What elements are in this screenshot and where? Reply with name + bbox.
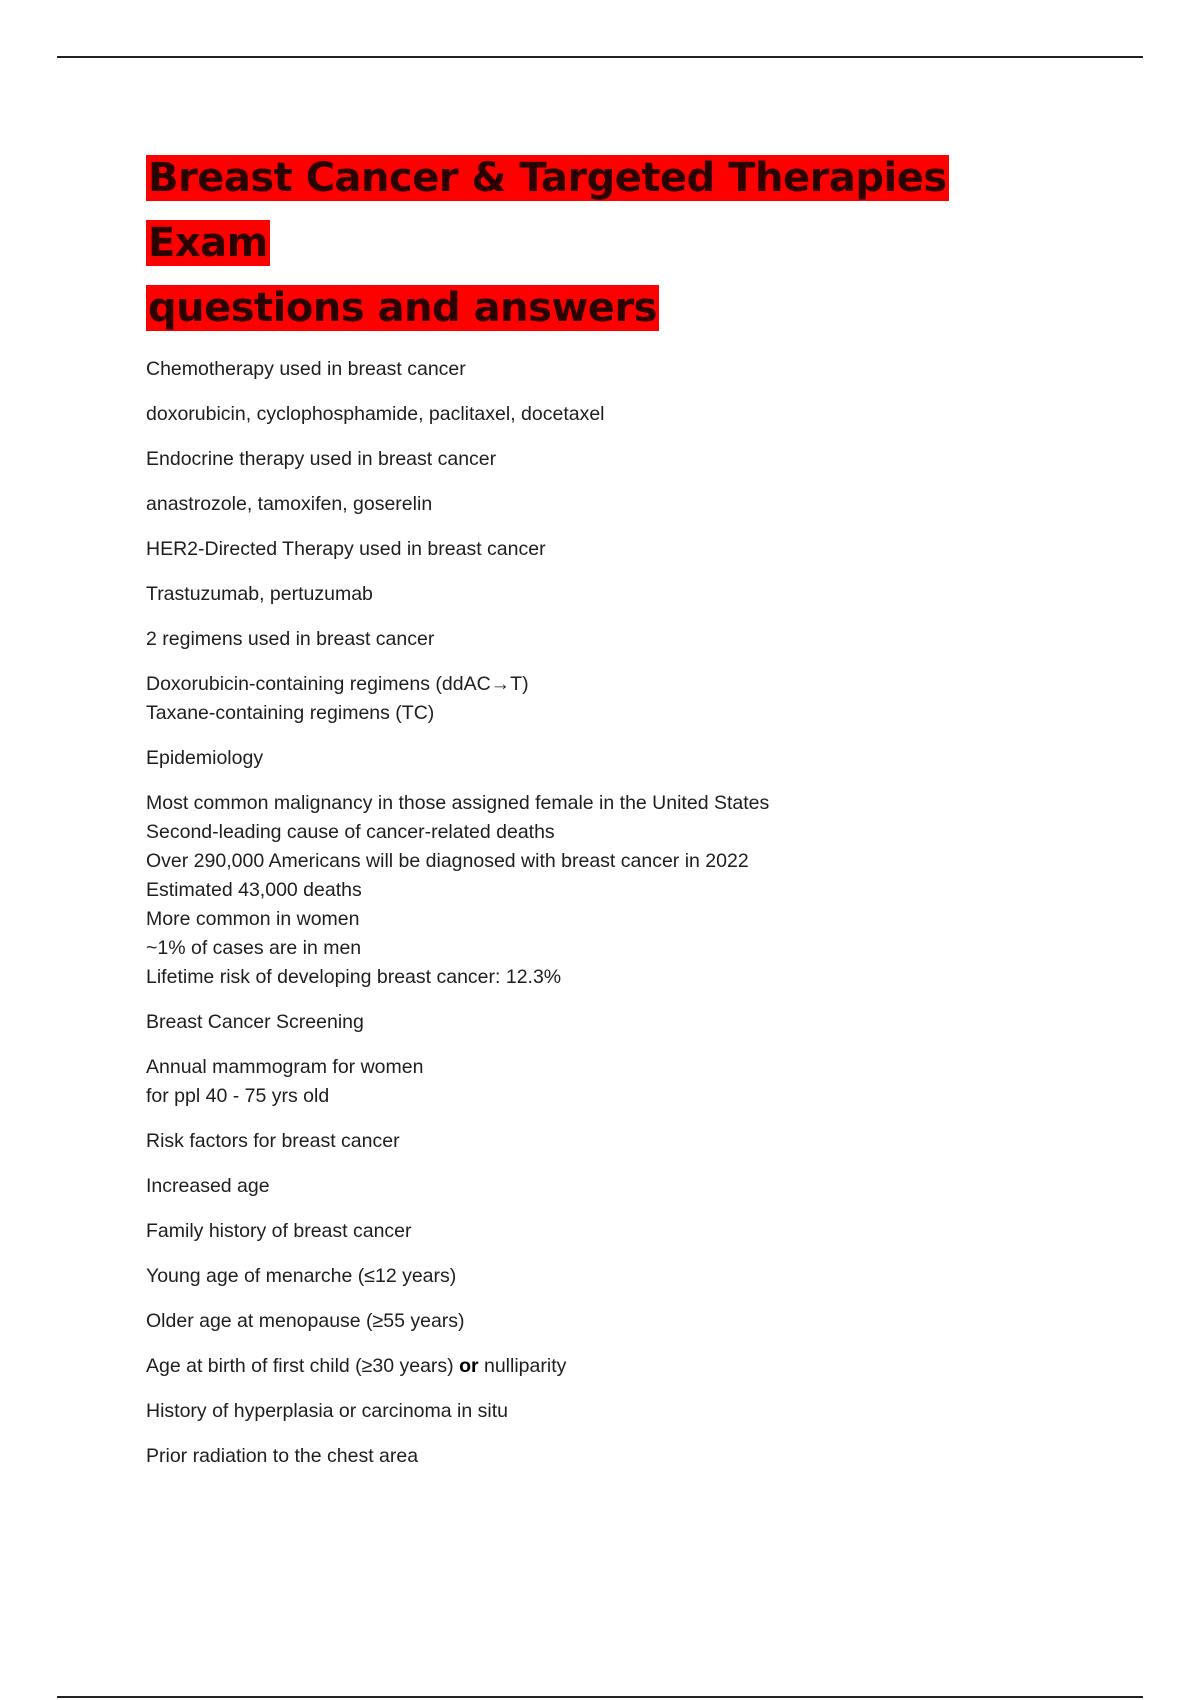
qa-entry [146,1262,1046,1291]
qa-entry-line: Chemotherapy used in breast cancer [146,358,466,380]
footer-rule [57,1696,1143,1698]
qa-entry [146,1172,1046,1201]
qa-entry [146,1397,1046,1426]
qa-entry-line: Most common malignancy in those assigned female in the United States [146,792,770,814]
qa-entry [146,445,1046,474]
qa-entry [146,625,1046,654]
qa-entry-line: anastrozole, tamoxifen, goserelin [146,493,433,515]
qa-entry-line: Taxane-containing regimens (TC) [146,702,435,724]
qa-entry [146,1008,1046,1037]
qa-entry-line: Lifetime risk of developing breast cancer: 12.3% [146,966,562,988]
qa-entry [146,580,1046,609]
qa-entry-line: Estimated 43,000 deaths [146,879,362,901]
qa-entry-line: Over 290,000 Americans will be diagnosed with breast cancer in 2022 [146,850,749,872]
qa-entry-line: Family history of breast cancer [146,1220,412,1242]
qa-entry [146,490,1046,519]
qa-entry [146,1442,1046,1471]
qa-entry [146,355,1046,384]
qa-entry-line: Risk factors for breast cancer [146,1130,400,1152]
title-line-1: Breast Cancer & Targeted Therapies Exam [148,155,947,266]
document-body [146,146,1046,1487]
qa-entry-first-child-age [146,1352,1046,1381]
qa-list [146,355,1046,1471]
qa-entry-line: Increased age [146,1175,270,1197]
qa-entry [146,535,1046,564]
qa-text: Age at birth of first child (≥30 years) [146,1355,460,1377]
qa-entry-line: doxorubicin, cyclophosphamide, paclitaxel, docetaxel [146,403,605,425]
qa-entry-line: Endocrine therapy used in breast cancer [146,448,497,470]
qa-entry-line: Prior radiation to the chest area [146,1445,419,1467]
qa-entry [146,1217,1046,1246]
title-line-2: questions and answers [148,285,657,331]
qa-entry-line: Young age of menarche (≤12 years) [146,1265,457,1287]
qa-entry-line: Doxorubicin-containing regimens (ddAC→T) [146,673,529,695]
qa-entry-line: Epidemiology [146,747,264,769]
qa-entry-line: ~1% of cases are in men [146,937,362,959]
qa-entry-line: More common in women [146,908,360,930]
qa-entry-line: HER2-Directed Therapy used in breast cancer [146,538,546,560]
qa-entry-line: Breast Cancer Screening [146,1011,364,1033]
qa-entry [146,744,1046,773]
qa-entry [146,1307,1046,1336]
qa-entry-line: Older age at menopause (≥55 years) [146,1310,465,1332]
qa-entry [146,670,1046,728]
qa-entry-line: Annual mammogram for women [146,1056,424,1078]
page-title [146,146,1046,341]
qa-entry-line: History of hyperplasia or carcinoma in situ [146,1400,508,1422]
qa-entry-line: Trastuzumab, pertuzumab [146,583,373,605]
qa-entry [146,789,1046,992]
qa-bold-or: or [459,1355,479,1377]
qa-entry-line: for ppl 40 - 75 yrs old [146,1085,330,1107]
qa-entry [146,1053,1046,1111]
qa-entry-line: 2 regimens used in breast cancer [146,628,435,650]
qa-entry-line: Second-leading cause of cancer-related deaths [146,821,555,843]
qa-text: nulliparity [478,1355,567,1377]
qa-entry [146,400,1046,429]
qa-entry [146,1127,1046,1156]
header-rule [57,56,1143,58]
